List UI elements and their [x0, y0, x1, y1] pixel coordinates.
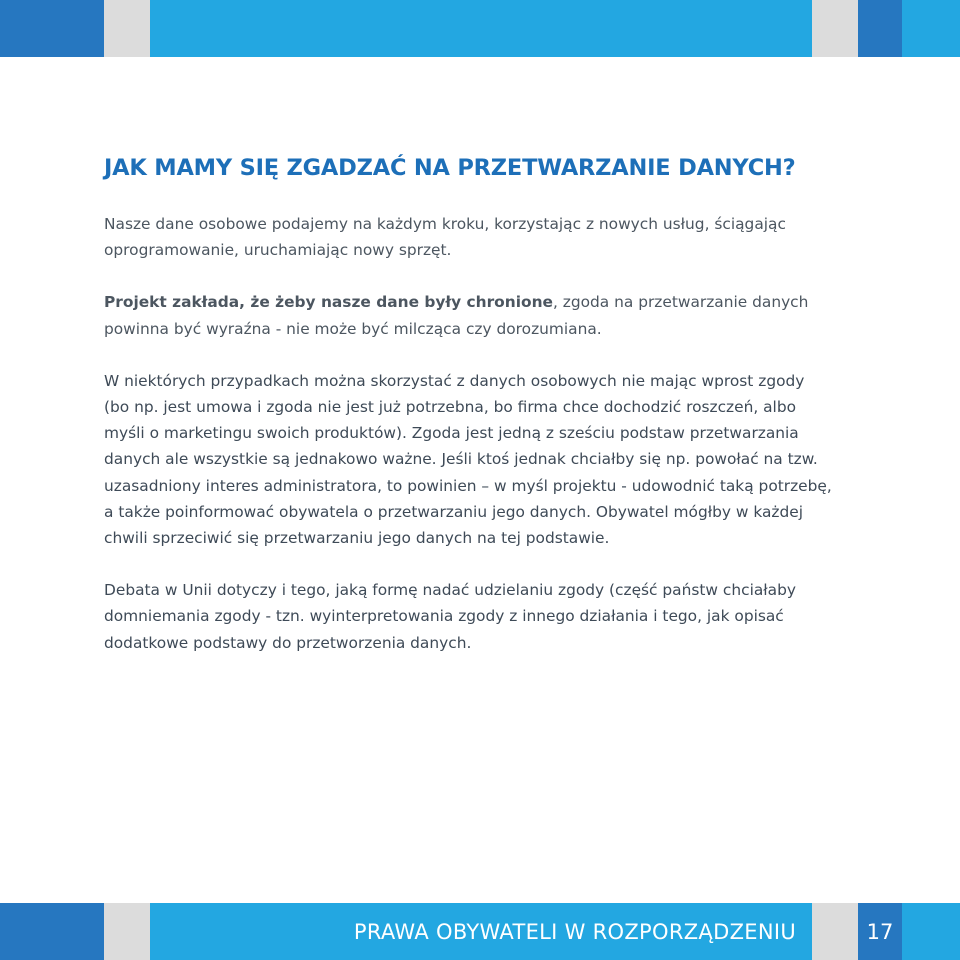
- top-decorative-band: [0, 0, 960, 57]
- top-band-light-blue-block: [150, 0, 812, 57]
- footer-band: [0, 903, 960, 960]
- paragraph-intro: Nasze dane osobowe podajemy na każdym kroku, korzystając z nowych usług, ściągając oprogramowanie, uruchamiając nowy sprzęt.: [104, 215, 786, 260]
- page-heading: JAK MAMY SIĘ ZGADZAĆ NA PRZETWARZANIE DANYCH?: [104, 155, 796, 181]
- paragraph-eu-debate: Debata w Unii dotyczy i tego, jaką formę nadać udzielaniu zgody (część państw chciałaby domniemania zgody - tzn. wyinterpretowania zgody z innego działania i tego, jak opisać dodatkowe podstawy do przetworzenia danych.: [104, 581, 796, 652]
- paragraph-project-rest: , zgoda na przetwarzanie danych powinna być wyraźna - nie może być milcząca czy dorozumiana.: [104, 293, 809, 338]
- footer-band-dark-block-left: [0, 903, 104, 960]
- top-band-dark-block-right: [858, 0, 902, 57]
- top-band-light-blue-end: [902, 0, 960, 57]
- footer-band-gray-block-right: [812, 903, 858, 960]
- paragraph-project: [104, 289, 834, 341]
- footer-band-light-blue-end: [902, 903, 960, 960]
- page-number: 17: [866, 919, 894, 944]
- paragraph-project-bold: Projekt zakłada, że żeby nasze dane były chronione: [104, 293, 553, 312]
- top-band-dark-block-left: [0, 0, 104, 57]
- top-band-gray-block-right: [812, 0, 858, 57]
- footer-band-gray-block-left: [104, 903, 150, 960]
- main-content: [104, 152, 834, 656]
- paragraph-legal-bases: W niektórych przypadkach można skorzystać z danych osobowych nie mając wprost zgody (bo np. jest umowa i zgoda nie jest już potrzebna, bo firma chce dochodzić roszczeń, albo myśli o marketingu swoich produktów). Zgoda jest jedną z sześciu podstaw przetwarzania danych ale wszystkie są jednakowo ważne. Jeśli ktoś jednak chciałby się np. powołać na tzw. uzasadniony interes administratora, to powinien – w myśl projektu - udowodnić taką potrzebę, a także poinformować obywatela o przetwarzaniu jego danych. Obywatel mógłby w każdej chwili sprzeciwić się przetwarzaniu jego danych na tej podstawie.: [104, 371, 832, 548]
- top-band-gray-block-left: [104, 0, 150, 57]
- footer-title: PRAWA OBYWATELI W ROZPORZĄDZENIU: [353, 919, 796, 944]
